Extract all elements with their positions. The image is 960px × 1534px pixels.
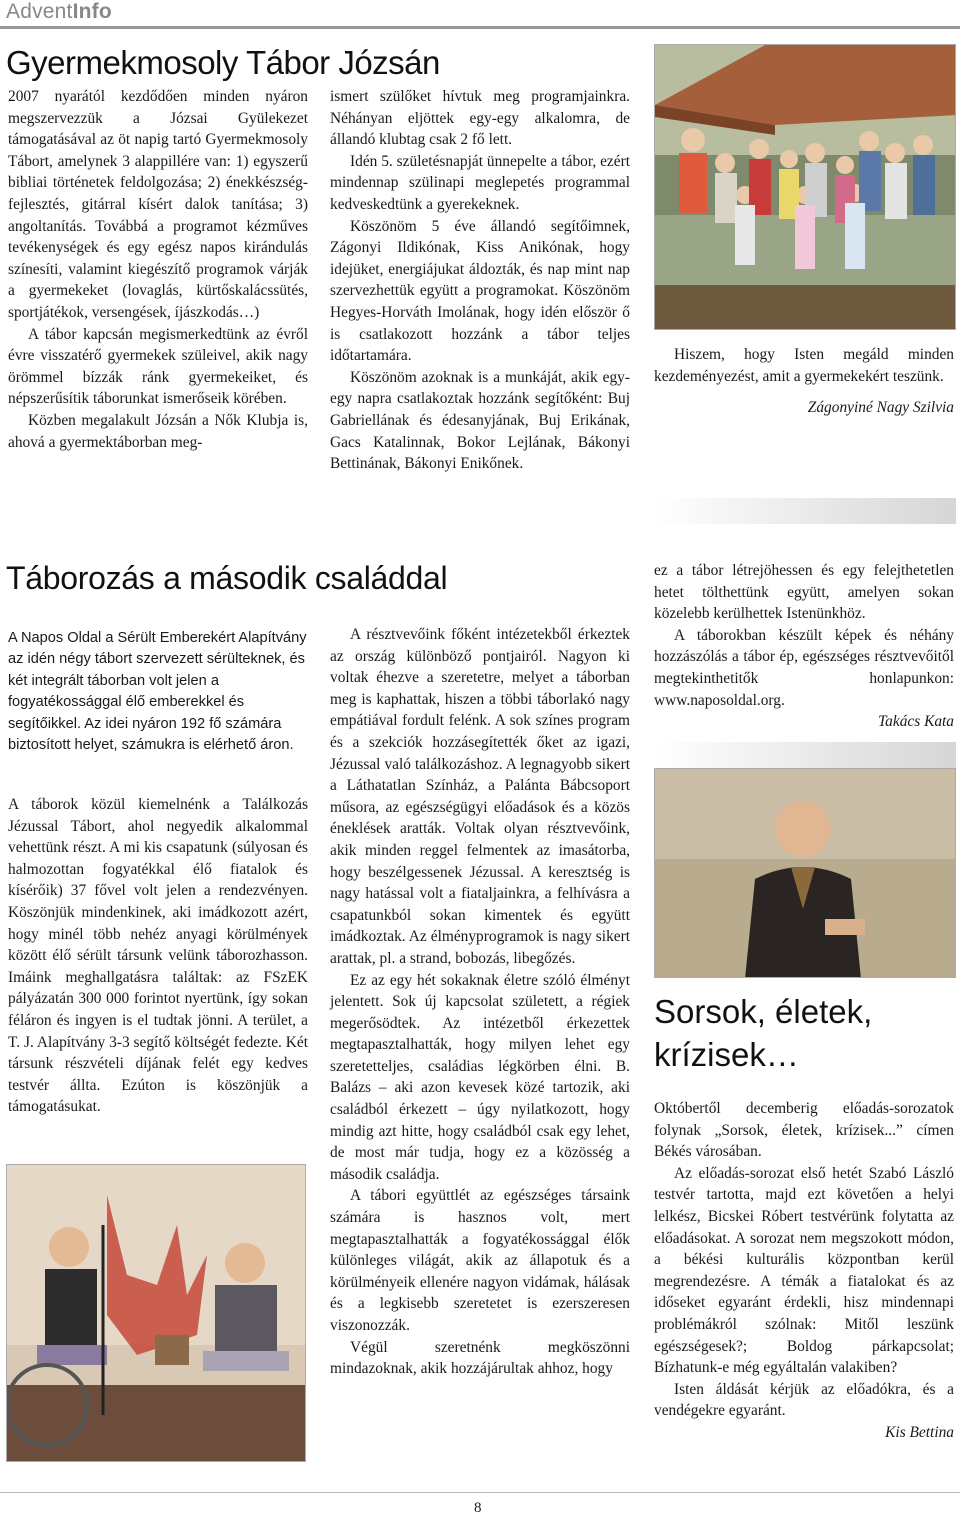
article2-column2 (330, 624, 630, 1380)
article1-author: Zágonyiné Nagy Szilvia (807, 399, 954, 417)
article2-col1-p1: A táborok közül kiemelnénk a Találkozás Jézussal Tábort, ahol negyedik alkalommal vehettünk részt. A mi kis csapatunk (súlyosan és halmozottan fogyatékkal élő fiatalok és kísérőik) 37 fővel volt jelen a rendezvényen. Köszönjük mindenkinek, aki imádkozott azért, hogy minél több nehéz anyagi körülmények között élő sérült társunk velünk táborozhasson. Imáink meghallgatásra találtak: az FSzEK pályázatán 300 000 forintot nyertünk, így sokan féláron és ingyen is el tudtak jönni. A terület, a T. J. Alapítvány 3-3 segítő költségét fedezte. Két társunk részvételi díjának felét egy kedves testvér állta. Ezúton is köszönjük a támogatásukat. (8, 796, 308, 1116)
article2-col3-p2: A táborokban készült képek és néhány hozzászólás a tábor ép, egészséges résztvevőitől megtekinthetitők honlapunkon: www.naposoldal.org. (654, 626, 954, 709)
article3-body (654, 1098, 954, 1444)
page-number: 8 (474, 1500, 482, 1516)
article1-col1-p2: A tábor kapcsán megismerkedtünk az évről évre visszatérő gyermekek szüleivel, akik nagy örömmel bízzák ránk gyermekeiket, és népszerűsítik táborunkat ismerőseik körében. (8, 325, 308, 408)
article1-col2-p1: ismert szülőket hívtuk meg programjainkra. Néhányan eljöttek egy-egy alkalomra, de állandó klubtag csak 2 fő lett. (330, 88, 630, 149)
speaker-photo-image (655, 769, 956, 978)
article1-title: Gyermekmosoly Tábor Józsán (6, 44, 440, 81)
brand-logo: AdventInfo (6, 0, 112, 23)
article3-title: Sorsok, életek, krízisek… (654, 993, 873, 1073)
article1-col2-p2: Idén 5. születésnapját ünnepelte a tábor, ezért mindennap szülinapi meglepetés programmal kedveskedtünk a gyerekeknek. (330, 152, 630, 213)
article2-col3-p1: ez a tábor létrejöhessen és egy felejthetetlen hetet tölthettünk együtt, amelyen sokan közelebb kerülhettek Istenünkhöz. (654, 562, 954, 623)
article3-p1: Októbertől decemberig előadás-sorozatok folynak „Sorsok, életek, krízisek...” címen Békés városában. (654, 1100, 954, 1161)
article1-col1-p1: 2007 nyarától kezdődően minden nyáron megszervezzük a Józsai Gyülekezet támogatásával az öt napig tartó Gyermekmosoly Tábort, amelynek 3 alappillére van: 1) egyszerű bibliai történetek feldolgozása; 2) énekkészség-fejlesztés, gitárral kísért dalok tanítása; 3) angoltanítás. Továbbá a programot kézműves tevékenységek és egy egész napos kirándulás színesíti, valamint kiegészítő programok várják a gyermekeket (lovaglás, kürtőskalácssütés, sportjátékok, versengések, íjászkodás…) (8, 88, 308, 321)
article1-col1-p3: Közben megalakult Józsán a Nők Klubja is, ahová a gyermektáborban meg- (8, 411, 308, 451)
stage-photo-image (7, 1165, 306, 1462)
children-group-photo (654, 44, 956, 330)
article2-lead (8, 628, 308, 756)
article2-lead-text: A Napos Oldal a Sérült Emberekért Alapítvány az idén négy tábort szervezett sérülteknek, és két integrált táborban volt jelen a fogyatékossággal élő emberekkel és segítőikkel. Az idei nyáron 192 fő számára biztosított helyet, számukra is elérhető áron. (8, 630, 307, 754)
decorative-gradient-bar-2 (654, 742, 956, 768)
footer-rule (0, 1492, 960, 1493)
article3-p2: Az előadás-sorozat első hetét Szabó László testvér tartotta, majd ezt követően a helyi lelkész, Bicskei Róbert testvérünk folytatta az előadásokat. A sorozat nem megszokott módon, a békési kulturális központban kerül megrendezésre. A témák a fiatalokat és az időseket egyaránt érdekli, hisz mindennapi problémákról szólnak: Mitől leszünk egészségesek?; Boldog párkapcsolat; Bízhatunk-e még egyáltalán valakiben? (654, 1164, 954, 1377)
article1-column2 (330, 86, 630, 475)
camp-stage-photo (6, 1164, 306, 1462)
article2-col2-p3: A tábori együttlét az egészséges társaink számára is hasznos volt, mert megtapasztalhatták a fogyatékossággal élők különleges világát, akik az állapotuk és a körülményeik ellenére nagyon vidámak, hálásak és a legkisebb szeretetet is ezerszeresen viszonozzák. (330, 1187, 630, 1334)
article2-col2-p1: A résztvevőink főként intézetekből érkeztek az ország különböző pontjairól. Nagyon ki voltak éhezve a szeretetre, melyet a táborban meg is kaphattak, hiszen a többi táborlakó nagy empátiával fordult felénk. A sok színes program és a szekciók hozzásegítették őket az igazi, Jézussal való találkozáshoz. A legnagyobb sikert a Láthatatlan Színház, a Palánta Bábcsoport műsora, az egészségügyi előadások és a közös éneklések aratták. Voltak olyan résztvevőink, akik minden reggel felmentek az imasátorba, hogy beszélgessenek Jézussal. A keresztség is nagy hatással volt a fiataljainkra, a felhívásra a csapatunkból sokan kimentek és együtt imádkoztak. Az élményprogramok is nagy sikert arattak, pl. a strand, bobozás, libegőzés. (330, 626, 630, 967)
article1-column3 (654, 344, 954, 419)
article2-author: Takács Kata (878, 713, 954, 731)
speaker-photo (654, 768, 956, 978)
article2-col2-p2: Ez az egy hét sokaknak életre szóló élményt jelentett. Sok új kapcsolat született, a régiek megerősödtek. Az intézetből érkezettek megtapasztalhatták, hogy milyen lehet egy szeretetteljes, családias légkörben élni. B. Balázs – aki azon kevesek közé tartozik, aki családból érkezett – úgy nyilatkozott, hogy mindig azt hitte, hogy családból csak egy lehet, de most már tudja, hogy ez a közösség a második családja. (330, 971, 630, 1183)
decorative-gradient-bar (654, 498, 956, 524)
article3-p3: Isten áldását kérjük az előadókra, és a vendégekre egyaránt. (654, 1380, 954, 1420)
article1-col2-p4: Köszönöm azoknak is a munkáját, akik egy-egy napra csatlakoztak hozzánk segítőként: Buj Gabriellának és édesanyjának, Buj Erikának, Gacs Katalinnak, Bokor Lejlának, Bákonyi Bettinának, Bákonyi Enikőnek. (330, 368, 630, 473)
article1-column1 (8, 86, 308, 453)
article2-column1 (8, 794, 308, 1118)
children-photo-image (655, 45, 956, 330)
article3-author: Kis Bettina (885, 1423, 954, 1441)
header-rule (0, 26, 960, 29)
article2-title: Táborozás a második családdal (6, 560, 448, 596)
article1-col3-p1: Hiszem, hogy Isten megáld minden kezdeményezést, amit a gyermekekért teszünk. (654, 346, 954, 385)
article1-col2-p3: Köszönöm 5 éve állandó segítőimnek, Zágonyi Ildikónak, Kiss Anikónak, hogy idejüket, energiájukat áldozták, és nap mint nap szervezhettük együtt a programokat. Köszönöm Hegyes-Horváth Imolának, hogy idén először ő is csatlakozott hozzánk a tábor teljes időtartamára. (330, 217, 630, 365)
article2-column3 (654, 560, 954, 733)
article2-col2-p4: Végül szeretnénk megköszönni mindazoknak, akik hozzájárultak ahhoz, hogy (330, 1338, 630, 1378)
